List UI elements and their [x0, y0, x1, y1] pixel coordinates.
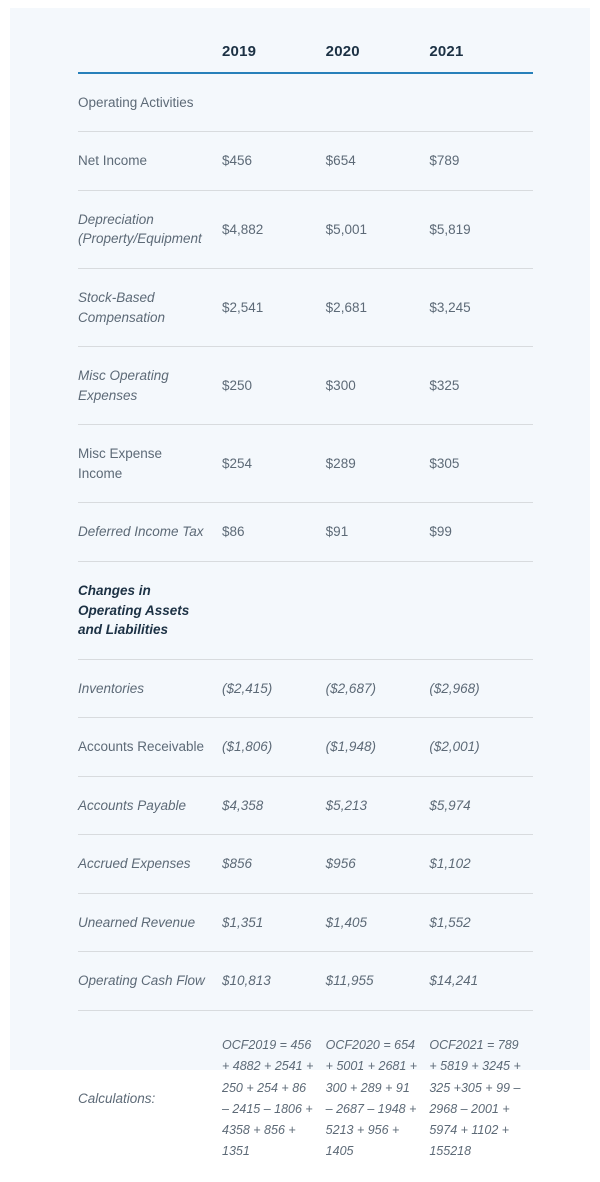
row-value-2020: ($1,948) — [326, 737, 430, 757]
row-value-2020: ($2,687) — [326, 679, 430, 699]
row-value-2020: $300 — [326, 376, 430, 396]
column-header-2021: 2021 — [429, 41, 533, 63]
row-label: Changes in Operating Assets and Liabilities — [78, 581, 222, 640]
row-value-2021: $789 — [429, 151, 533, 171]
row-value-2021: $99 — [429, 522, 533, 542]
row-value-2020: $956 — [326, 854, 430, 874]
row-value-2021: $1,552 — [429, 913, 533, 933]
row-value-2021: $5,974 — [429, 796, 533, 816]
row-label: Accrued Expenses — [78, 854, 222, 874]
operating-cash-flow-table — [78, 8, 533, 1182]
row-value-2021: ($2,001) — [429, 737, 533, 757]
row-value-2020: $654 — [326, 151, 430, 171]
row-label: Inventories — [78, 679, 222, 699]
row-value-2019: $86 — [222, 522, 326, 542]
financial-table-card — [10, 8, 590, 1070]
row-label: Operating Cash Flow — [78, 971, 222, 991]
row-label: Misc Expense Income — [78, 444, 222, 483]
row-label: Stock-Based Compensation — [78, 288, 222, 327]
table-row — [78, 1011, 533, 1182]
row-value-2019: ($1,806) — [222, 737, 326, 757]
row-value-2020: $91 — [326, 522, 430, 542]
row-value-2021: $325 — [429, 376, 533, 396]
table-row — [78, 503, 533, 562]
row-value-2019: $856 — [222, 854, 326, 874]
row-value-2021: $3,245 — [429, 298, 533, 318]
row-value-2021: $14,241 — [429, 971, 533, 991]
row-label: Depreciation (Property/Equipment — [78, 210, 222, 249]
row-value-2020: $5,213 — [326, 796, 430, 816]
row-label: Operating Activities — [78, 93, 222, 113]
row-value-2019: $2,541 — [222, 298, 326, 318]
table-row — [78, 952, 533, 1011]
row-label: Deferred Income Tax — [78, 522, 222, 542]
row-value-2021: $5,819 — [429, 220, 533, 240]
row-value-2021: $305 — [429, 454, 533, 474]
row-label: Accounts Payable — [78, 796, 222, 816]
row-value-2019: $456 — [222, 151, 326, 171]
column-header-2020: 2020 — [326, 41, 430, 63]
row-value-2020: $5,001 — [326, 220, 430, 240]
row-value-2020: $2,681 — [326, 298, 430, 318]
row-value-2021: $1,102 — [429, 854, 533, 874]
row-value-2021: ($2,968) — [429, 679, 533, 699]
table-row — [78, 562, 533, 660]
row-value-2019: $250 — [222, 376, 326, 396]
table-row — [78, 347, 533, 425]
table-row — [78, 269, 533, 347]
table-row — [78, 74, 533, 133]
row-label: Misc Operating Expenses — [78, 366, 222, 405]
row-value-2019: ($2,415) — [222, 679, 326, 699]
table-row — [78, 718, 533, 777]
row-value-2019: $254 — [222, 454, 326, 474]
row-value-2019: $4,358 — [222, 796, 326, 816]
row-label: Unearned Revenue — [78, 913, 222, 933]
table-row — [78, 777, 533, 836]
row-value-2019: $4,882 — [222, 220, 326, 240]
table-header-row — [78, 8, 533, 74]
table-row — [78, 132, 533, 191]
row-value-2019: $10,813 — [222, 971, 326, 991]
row-value-2020: $11,955 — [326, 971, 430, 991]
row-value-2021: OCF2021 = 789 + 5819 + 3245 + 325 +305 + 99 – 2968 – 2001 + 5974 + 1102 + 155218 — [429, 1035, 533, 1163]
table-row — [78, 894, 533, 953]
row-label: Accounts Receivable — [78, 737, 222, 757]
row-label: Calculations: — [78, 1089, 222, 1109]
table-row — [78, 660, 533, 719]
column-header-2019: 2019 — [222, 41, 326, 63]
row-value-2020: OCF2020 = 654 + 5001 + 2681 + 300 + 289 + 91 – 2687 – 1948 + 5213 + 956 + 1405 — [326, 1035, 430, 1163]
table-row — [78, 425, 533, 503]
table-row — [78, 191, 533, 269]
table-row — [78, 835, 533, 894]
row-value-2019: $1,351 — [222, 913, 326, 933]
row-value-2019: OCF2019 = 456 + 4882 + 2541 + 250 + 254 + 86 – 2415 – 1806 + 4358 + 856 + 1351 — [222, 1035, 326, 1163]
row-value-2020: $289 — [326, 454, 430, 474]
row-label: Net Income — [78, 151, 222, 171]
row-value-2020: $1,405 — [326, 913, 430, 933]
